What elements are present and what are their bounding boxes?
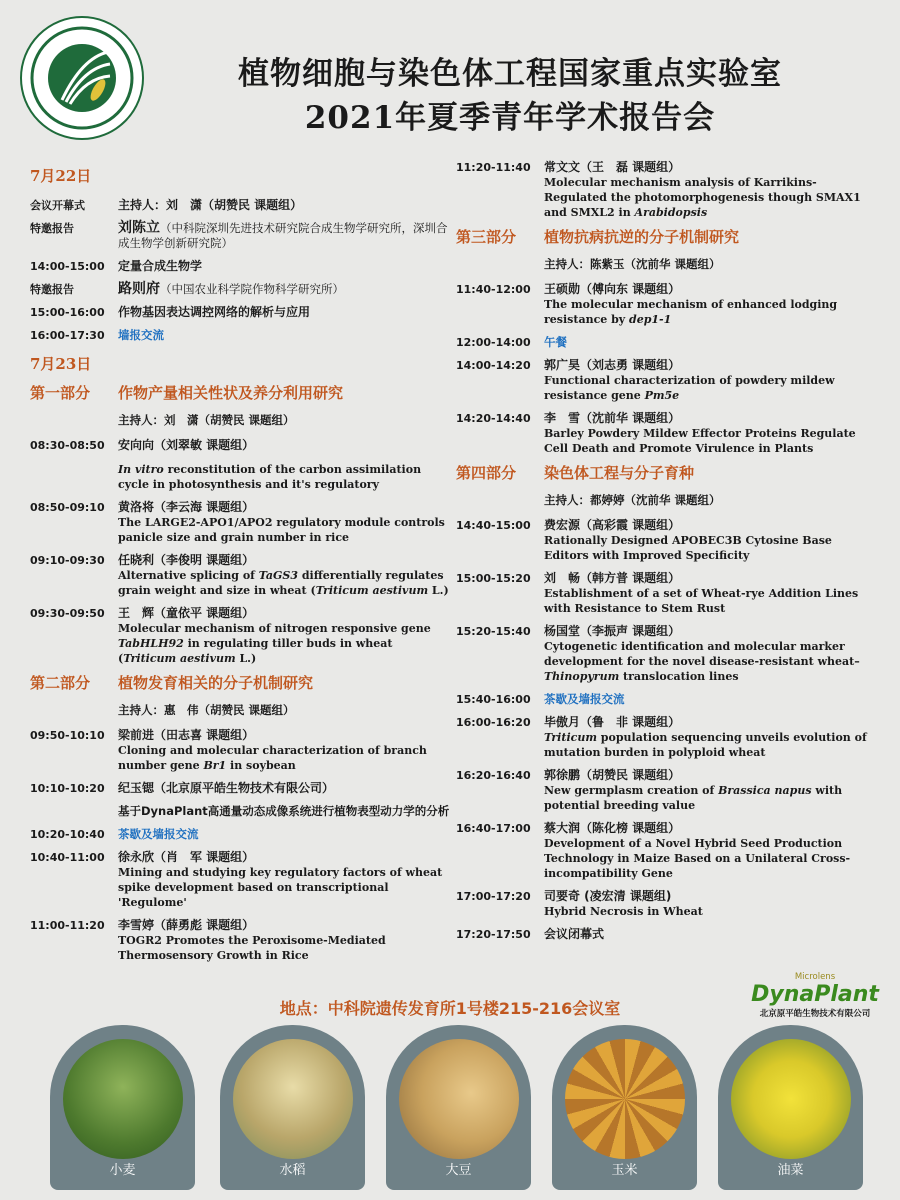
schedule-row bbox=[30, 781, 450, 819]
break-label: 墙报交流 bbox=[118, 328, 164, 342]
time-slot: 15:40-16:00 bbox=[456, 693, 531, 706]
talk-title: 作物基因表达调控网络的解析与应用 bbox=[118, 305, 311, 319]
speaker: 郭广昊（刘志勇 课题组） bbox=[544, 358, 681, 372]
talk-title: TOGR2 Promotes the Peroxisome-Mediated Thermosensory Growth in Rice bbox=[118, 934, 386, 962]
schedule-row bbox=[30, 305, 450, 320]
time-slot: 17:20-17:50 bbox=[456, 928, 531, 941]
talk-title: The molecular mechanism of enhanced lodging resistance by dep1-1 bbox=[544, 298, 838, 326]
schedule-row bbox=[456, 624, 876, 684]
talk-title: 基于DynaPlant高通量动态成像系统进行植物表型动力学的分析 bbox=[118, 804, 450, 818]
time-slot: 14:20-14:40 bbox=[456, 412, 531, 425]
talk-title: In vitro reconstitution of the carbon assimilation cycle in photosynthesis and it's regulatory bbox=[118, 463, 422, 491]
speaker: 郭徐鹏（胡赞民 课题组） bbox=[544, 768, 681, 782]
crop-card-rice bbox=[220, 1025, 365, 1190]
break-label: 茶歇及墙报交流 bbox=[544, 692, 625, 706]
session-host: 主持人：刘 潇（胡赞民 课题组） bbox=[118, 413, 295, 427]
talk-title: Cloning and molecular characterization of branch number gene Br1 in soybean bbox=[118, 744, 427, 772]
schedule-row bbox=[30, 198, 450, 213]
schedule-row bbox=[456, 518, 876, 563]
speaker: 蔡大润（陈化榜 课题组） bbox=[544, 821, 681, 835]
speaker: 梁前进（田志喜 课题组） bbox=[118, 728, 255, 742]
schedule-row bbox=[456, 715, 876, 760]
schedule-row bbox=[30, 328, 450, 343]
time-slot: 10:10-10:20 bbox=[30, 782, 105, 795]
talk-title: 定量合成生物学 bbox=[118, 259, 203, 273]
time-slot: 08:30-08:50 bbox=[30, 439, 105, 452]
crop-label: 大豆 bbox=[445, 1163, 472, 1178]
talk-title: Establishment of a set of Wheat-rye Addition Lines with Resistance to Stem Rust bbox=[544, 587, 859, 615]
time-slot: 特邀报告 bbox=[30, 222, 74, 235]
schedule-row bbox=[30, 728, 450, 773]
schedule-row bbox=[30, 850, 450, 910]
section-heading bbox=[30, 386, 450, 401]
time-slot: 09:30-09:50 bbox=[30, 607, 105, 620]
speaker: 常文文（王 磊 课题组） bbox=[544, 160, 681, 174]
corn-image bbox=[565, 1039, 685, 1159]
speaker: 任晓利（李俊明 课题组） bbox=[118, 553, 255, 567]
time-slot: 16:20-16:40 bbox=[456, 769, 531, 782]
speaker bbox=[118, 221, 450, 251]
schedule-row bbox=[456, 768, 876, 813]
schedule-row bbox=[30, 827, 450, 842]
talk-title: 会议闭幕式 bbox=[544, 927, 605, 941]
wheat-leaf-emblem-icon bbox=[22, 18, 142, 138]
schedule-row bbox=[456, 692, 876, 707]
speaker bbox=[118, 282, 450, 297]
speaker: 杨国堂（李振声 课题组） bbox=[544, 624, 681, 638]
section-title: 染色体工程与分子育种 bbox=[544, 464, 695, 482]
talk-title: New germplasm creation of Brassica napus with potential breeding value bbox=[544, 784, 843, 812]
section-heading bbox=[30, 676, 450, 691]
time-slot: 16:40-17:00 bbox=[456, 822, 531, 835]
crop-label: 油菜 bbox=[777, 1163, 804, 1178]
schedule-row bbox=[30, 500, 450, 545]
time-slot: 14:00-14:20 bbox=[456, 359, 531, 372]
speaker: 毕傲月（鲁 非 课题组） bbox=[544, 715, 681, 729]
schedule-row bbox=[456, 358, 876, 403]
section-number: 第四部分 bbox=[456, 464, 517, 482]
schedule-row bbox=[30, 606, 450, 666]
schedule-row bbox=[456, 411, 876, 456]
date-heading: 7月23日 bbox=[30, 355, 92, 373]
talk-title: Barley Powdery Mildew Effector Proteins Regulate Cell Death and Promote Virulence in Plants bbox=[544, 427, 856, 455]
section-number: 第三部分 bbox=[456, 228, 517, 246]
time-slot: 11:00-11:20 bbox=[30, 919, 105, 932]
time-slot: 16:00-17:30 bbox=[30, 329, 105, 342]
speaker-name: 路则府 bbox=[118, 281, 160, 297]
time-slot: 11:20-11:40 bbox=[456, 161, 531, 174]
schedule-row bbox=[456, 889, 876, 919]
time-slot: 特邀报告 bbox=[30, 283, 74, 296]
time-slot: 14:40-15:00 bbox=[456, 519, 531, 532]
speaker: 黄洛将（李云海 课题组） bbox=[118, 500, 255, 514]
time-slot: 15:00-15:20 bbox=[456, 572, 531, 585]
speaker-name: 刘陈立 bbox=[118, 220, 160, 236]
schedule-row bbox=[456, 282, 876, 327]
talk-title: Alternative splicing of TaGS3 differentially regulates grain weight and size in wheat (Triticum aestivum L.) bbox=[118, 569, 449, 597]
schedule-row bbox=[30, 438, 450, 492]
rice-image bbox=[233, 1039, 353, 1159]
talk-title: The LARGE2-APO1/APO2 regulatory module controls panicle size and grain number in rice bbox=[118, 516, 445, 544]
crop-card-soybean bbox=[386, 1025, 531, 1190]
speaker: 安向向（刘翠敏 课题组） bbox=[118, 438, 255, 452]
talk-title: Functional characterization of powdery mildew resistance gene Pm5e bbox=[544, 374, 835, 402]
section-title: 植物发育相关的分子机制研究 bbox=[118, 674, 314, 692]
rapeseed-image bbox=[731, 1039, 851, 1159]
section-number: 第二部分 bbox=[30, 674, 91, 692]
speaker-affiliation: （中科院深圳先进技术研究院合成生物学研究所，深圳合成生物学创新研究院） bbox=[118, 221, 448, 250]
speaker: 王 辉（童依平 课题组） bbox=[118, 606, 255, 620]
crop-card-rapeseed bbox=[718, 1025, 863, 1190]
talk-title: Triticum population sequencing unveils evolution of mutation burden in polyploid wheat bbox=[544, 731, 867, 759]
speaker: 王硕勋（傅向东 课题组） bbox=[544, 282, 681, 296]
venue-text: 地点：中科院遗传发育所1号楼215-216会议室 bbox=[279, 999, 621, 1018]
speaker: 刘 畅（韩方普 课题组） bbox=[544, 571, 681, 585]
section-title: 植物抗病抗逆的分子机制研究 bbox=[544, 228, 740, 246]
time-slot: 08:50-09:10 bbox=[30, 501, 105, 514]
crop-card-wheat bbox=[50, 1025, 195, 1190]
wheat-image bbox=[63, 1039, 183, 1159]
time-slot: 12:00-14:00 bbox=[456, 336, 531, 349]
section-title: 作物产量相关性状及养分利用研究 bbox=[118, 384, 344, 402]
talk-title: Hybrid Necrosis in Wheat bbox=[544, 905, 703, 918]
crop-gallery bbox=[50, 1025, 870, 1200]
schedule-row bbox=[30, 221, 450, 251]
talk-title: Molecular mechanism of nitrogen responsive gene TabHLH92 in regulating tiller buds in wheat (Triticum aestivum L.) bbox=[118, 622, 431, 665]
talk-title: Molecular mechanism analysis of Karrikins-Regulated the photomorphogenesis though SMAX1 and SMXL2 in Arabidopsis bbox=[544, 176, 861, 219]
talk-title: Rationally Designed APOBEC3B Cytosine Base Editors with Improved Specificity bbox=[544, 534, 832, 562]
speaker: 费宏源（高彩霞 课题组） bbox=[544, 518, 681, 532]
speaker-affiliation: （中国农业科学院作物科学研究所） bbox=[160, 282, 344, 296]
speaker: 纪玉锶（北京原平皓生物技术有限公司） bbox=[118, 781, 335, 795]
talk-title: Cytogenetic identification and molecular marker development for the novel disease-resistant wheat–Thinopyrum translocation lines bbox=[544, 640, 860, 683]
schedule-row bbox=[456, 821, 876, 881]
time-slot: 16:00-16:20 bbox=[456, 716, 531, 729]
session-host: 主持人：陈紫玉（沈前华 课题组） bbox=[544, 257, 721, 271]
speaker: 徐永欣（肖 军 课题组） bbox=[118, 850, 255, 864]
schedule-row bbox=[30, 553, 450, 598]
schedule-row bbox=[30, 282, 450, 297]
schedule-row bbox=[456, 160, 876, 220]
time-slot: 10:20-10:40 bbox=[30, 828, 105, 841]
lab-logo bbox=[20, 16, 144, 140]
speaker: 司要奇 (凌宏清 课题组) bbox=[544, 889, 672, 903]
title-line-2: 2021年夏季青年学术报告会 bbox=[304, 100, 716, 136]
talk-title: Development of a Novel Hybrid Seed Production Technology in Maize Based on a Unilateral Cross-incompatibility Gene bbox=[544, 837, 851, 880]
crop-card-corn bbox=[552, 1025, 697, 1190]
schedule-row bbox=[456, 335, 876, 350]
time-slot: 15:20-15:40 bbox=[456, 625, 531, 638]
date-heading: 7月22日 bbox=[30, 167, 92, 185]
crop-label: 水稻 bbox=[279, 1163, 306, 1178]
sponsor-sub-brand: Microlens bbox=[794, 972, 836, 982]
break-label: 茶歇及墙报交流 bbox=[118, 827, 199, 841]
crop-label: 小麦 bbox=[109, 1163, 136, 1178]
title-line-1: 植物细胞与染色体工程国家重点实验室 bbox=[238, 56, 782, 92]
break-label: 午餐 bbox=[544, 335, 567, 349]
speaker: 李 雪（沈前华 课题组） bbox=[544, 411, 681, 425]
time-slot: 17:00-17:20 bbox=[456, 890, 531, 903]
time-slot: 14:00-15:00 bbox=[30, 260, 105, 273]
session-host: 主持人：都婷婷（沈前华 课题组） bbox=[544, 493, 721, 507]
right-column bbox=[456, 160, 876, 950]
time-slot: 会议开幕式 bbox=[30, 199, 85, 212]
page-title bbox=[150, 52, 870, 140]
section-number: 第一部分 bbox=[30, 384, 91, 402]
time-slot: 15:00-16:00 bbox=[30, 306, 105, 319]
schedule-row bbox=[456, 571, 876, 616]
schedule-row bbox=[456, 927, 876, 942]
host-text: 主持人：刘 潇（胡赞民 课题组） bbox=[118, 198, 303, 212]
session-host: 主持人：惠 伟（胡赞民 课题组） bbox=[118, 703, 295, 717]
schedule-row bbox=[30, 918, 450, 963]
crop-label: 玉米 bbox=[611, 1163, 638, 1178]
time-slot: 09:10-09:30 bbox=[30, 554, 105, 567]
schedule-row bbox=[30, 259, 450, 274]
time-slot: 11:40-12:00 bbox=[456, 283, 531, 296]
section-heading bbox=[456, 466, 876, 481]
left-column bbox=[30, 165, 450, 971]
time-slot: 10:40-11:00 bbox=[30, 851, 105, 864]
sponsor-company: 北京原平皓生物技术有限公司 bbox=[759, 1009, 871, 1019]
time-slot: 09:50-10:10 bbox=[30, 729, 105, 742]
section-heading bbox=[456, 230, 876, 245]
speaker: 李雪婷（薛勇彪 课题组） bbox=[118, 918, 255, 932]
talk-title: Mining and studying key regulatory factors of wheat spike development based on transcriptional 'Regulome' bbox=[118, 866, 443, 909]
sponsor-brand: DynaPlant bbox=[751, 982, 879, 1007]
soybean-image bbox=[399, 1039, 519, 1159]
